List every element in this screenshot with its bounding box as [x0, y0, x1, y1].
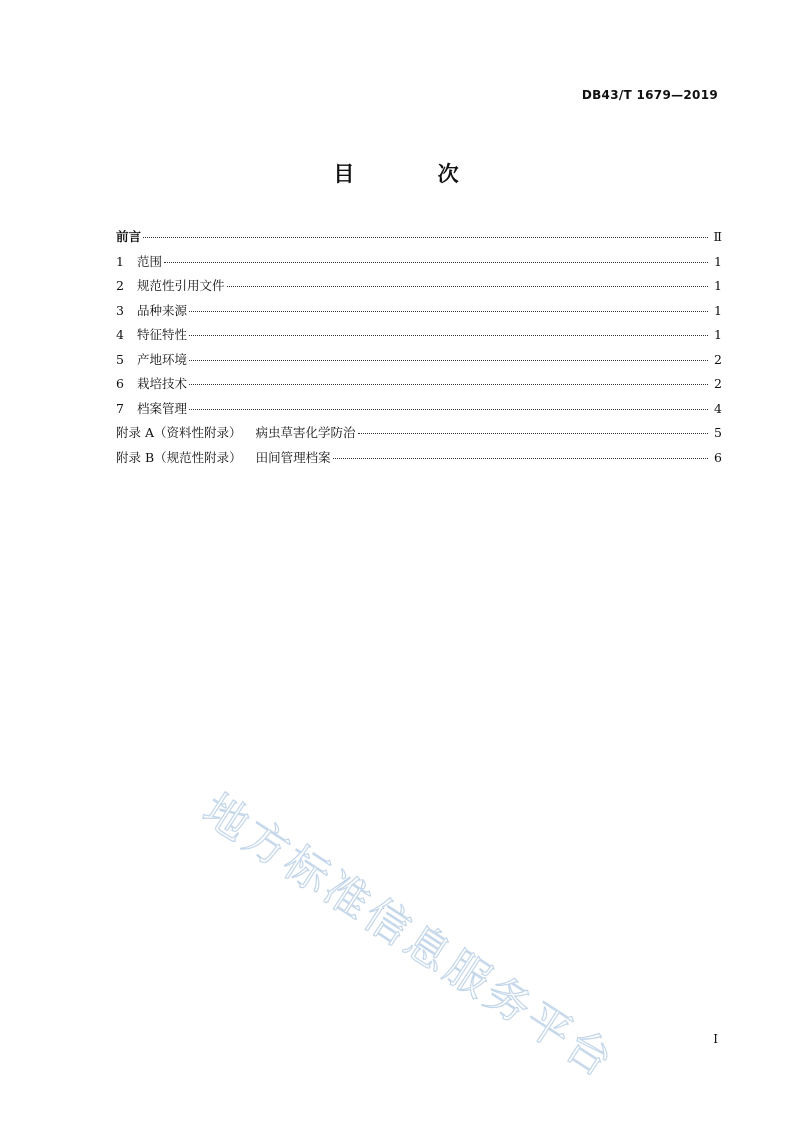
- toc-entry-label: [116, 423, 356, 441]
- table-of-contents: [116, 227, 722, 472]
- toc-entry-6[interactable]: [116, 374, 722, 399]
- toc-leader-dots: [189, 311, 708, 312]
- toc-entry-label: 特征特性: [137, 327, 188, 342]
- toc-entry-page: 2: [714, 376, 722, 391]
- toc-entry-number: 6: [116, 376, 124, 391]
- toc-entry-3[interactable]: [116, 301, 722, 326]
- toc-entry-page: 5: [714, 425, 722, 440]
- toc-entry-page: 6: [714, 449, 722, 465]
- toc-entry-page: 1: [714, 327, 722, 342]
- toc-entry-2[interactable]: [116, 276, 722, 301]
- toc-entry-appendix-a[interactable]: [116, 423, 722, 448]
- toc-entry-page: 1: [714, 278, 722, 293]
- appendix-title: 田间管理档案: [255, 449, 331, 465]
- toc-entry-appendix-b[interactable]: [116, 448, 722, 473]
- toc-entry-page: 4: [714, 400, 722, 416]
- toc-entry-label: 栽培技术: [137, 376, 188, 391]
- toc-leader-dots: [227, 286, 708, 287]
- toc-leader-dots: [189, 409, 708, 410]
- toc-entry-number: 4: [116, 327, 124, 342]
- toc-leader-dots: [164, 262, 708, 263]
- toc-entry-page: Ⅱ: [713, 229, 722, 244]
- toc-entry-page: 1: [714, 253, 722, 269]
- document-code: DB43/T 1679—2019: [581, 88, 718, 102]
- toc-leader-dots: [189, 384, 708, 385]
- appendix-designation: 附录 A（资料性附录）: [116, 425, 242, 440]
- toc-entry-1[interactable]: [116, 252, 722, 277]
- toc-leader-dots: [358, 433, 708, 434]
- toc-leader-dots: [189, 335, 708, 336]
- toc-entry-label: 产地环境: [137, 351, 188, 367]
- toc-entry-label: 范围: [137, 253, 163, 269]
- toc-entry-number: 3: [116, 302, 124, 318]
- toc-leader-dots: [143, 237, 707, 238]
- toc-entry-number: 2: [116, 278, 124, 293]
- toc-entry-number: 5: [116, 351, 124, 367]
- toc-entry-foreword[interactable]: [116, 227, 722, 252]
- watermark: 地方标准信息服务平台: [193, 784, 624, 1089]
- toc-entry-7[interactable]: [116, 399, 722, 424]
- toc-entry-4[interactable]: [116, 325, 722, 350]
- toc-title: 目 次: [333, 162, 497, 186]
- appendix-title: 病虫草害化学防治: [255, 425, 356, 440]
- toc-leader-dots: [333, 458, 708, 459]
- toc-entry-label: 前言: [116, 229, 142, 244]
- toc-entry-label: 品种来源: [137, 302, 188, 318]
- toc-entry-page: 2: [714, 351, 722, 367]
- toc-entry-label: [116, 448, 331, 466]
- page-number: I: [713, 1032, 718, 1046]
- toc-entry-page: 1: [714, 302, 722, 318]
- toc-entry-number: 7: [116, 400, 124, 416]
- toc-entry-5[interactable]: [116, 350, 722, 375]
- toc-entry-label: 规范性引用文件: [137, 278, 225, 293]
- toc-entry-label: 档案管理: [137, 400, 188, 416]
- toc-entry-number: 1: [116, 253, 124, 269]
- appendix-designation: 附录 B（规范性附录）: [116, 449, 242, 465]
- toc-leader-dots: [189, 360, 708, 361]
